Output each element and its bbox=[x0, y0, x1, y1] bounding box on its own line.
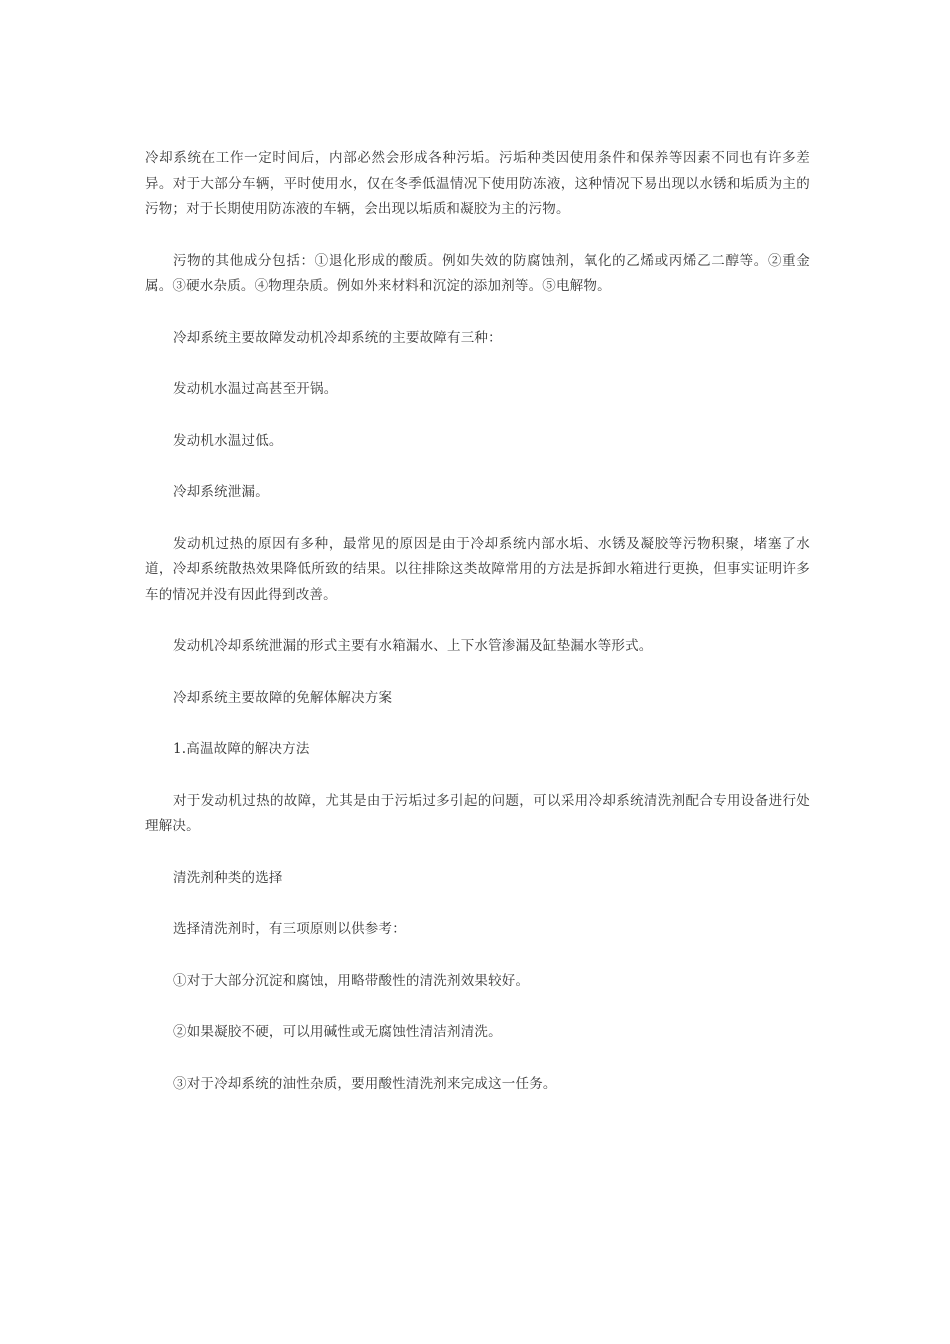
paragraph-fault-overheat: 发动机水温过高甚至开锅。 bbox=[173, 381, 338, 397]
subsection-heading-high-temp: 1.高温故障的解决方法 bbox=[173, 741, 310, 757]
list-item-principle-2: ②如果凝胶不硬，可以用碱性或无腐蚀性清洁剂清洗。 bbox=[173, 1024, 502, 1040]
paragraph-overheat-causes: 发动机过热的原因有多种，最常见的原因是由于冷却系统内部水垢、水锈及凝胶等污物积聚，堵塞了水道，冷却系统散热效果降低所致的结果。以往排除这类故障常用的方法是拆卸水箱进行更换，但事实证明许多车的情况并没有因此得到改善。 bbox=[145, 535, 810, 603]
paragraph-high-temp-solution: 对于发动机过热的故障，尤其是由于污垢过多引起的问题，可以采用冷却系统清洗剂配合专用设备进行处理解决。 bbox=[145, 792, 810, 834]
paragraph-main-faults: 冷却系统主要故障发动机冷却系统的主要故障有三种： bbox=[173, 329, 502, 346]
paragraph-cleaner-principles: 选择清洗剂时，有三项原则以供参考： bbox=[173, 921, 406, 937]
section-heading-solutions: 冷却系统主要故障的免解体解决方案 bbox=[173, 689, 393, 706]
paragraph-fault-low-temp: 发动机水温过低。 bbox=[173, 432, 283, 449]
list-item-principle-1: ①对于大部分沉淀和腐蚀，用略带酸性的清洗剂效果较好。 bbox=[173, 972, 530, 989]
paragraph-leak-forms: 发动机冷却系统泄漏的形式主要有水箱漏水、上下水管渗漏及缸垫漏水等形式。 bbox=[173, 638, 653, 654]
document-body bbox=[145, 146, 810, 1123]
subsection-heading-cleaner-choice: 清洗剂种类的选择 bbox=[173, 869, 283, 886]
list-item-principle-3: ③对于冷却系统的油性杂质，要用酸性清洗剂来完成这一任务。 bbox=[173, 1075, 557, 1092]
paragraph-intro: 冷却系统在工作一定时间后，内部必然会形成各种污垢。污垢种类因使用条件和保养等因素不同也有许多差异。对于大部分车辆，平时使用水，仅在冬季低温情况下使用防冻液，这种情况下易出现以水锈和垢质为主的污物；对于长期使用防冻液的车辆，会出现以垢质和凝胶为主的污物。 bbox=[145, 150, 810, 217]
paragraph-fault-leak: 冷却系统泄漏。 bbox=[173, 484, 269, 500]
paragraph-contaminants: 污物的其他成分包括：①退化形成的酸质。例如失效的防腐蚀剂，氧化的乙烯或丙烯乙二醇等。②重金属。③硬水杂质。④物理杂质。例如外来材料和沉淀的添加剂等。⑤电解物。 bbox=[145, 252, 810, 294]
